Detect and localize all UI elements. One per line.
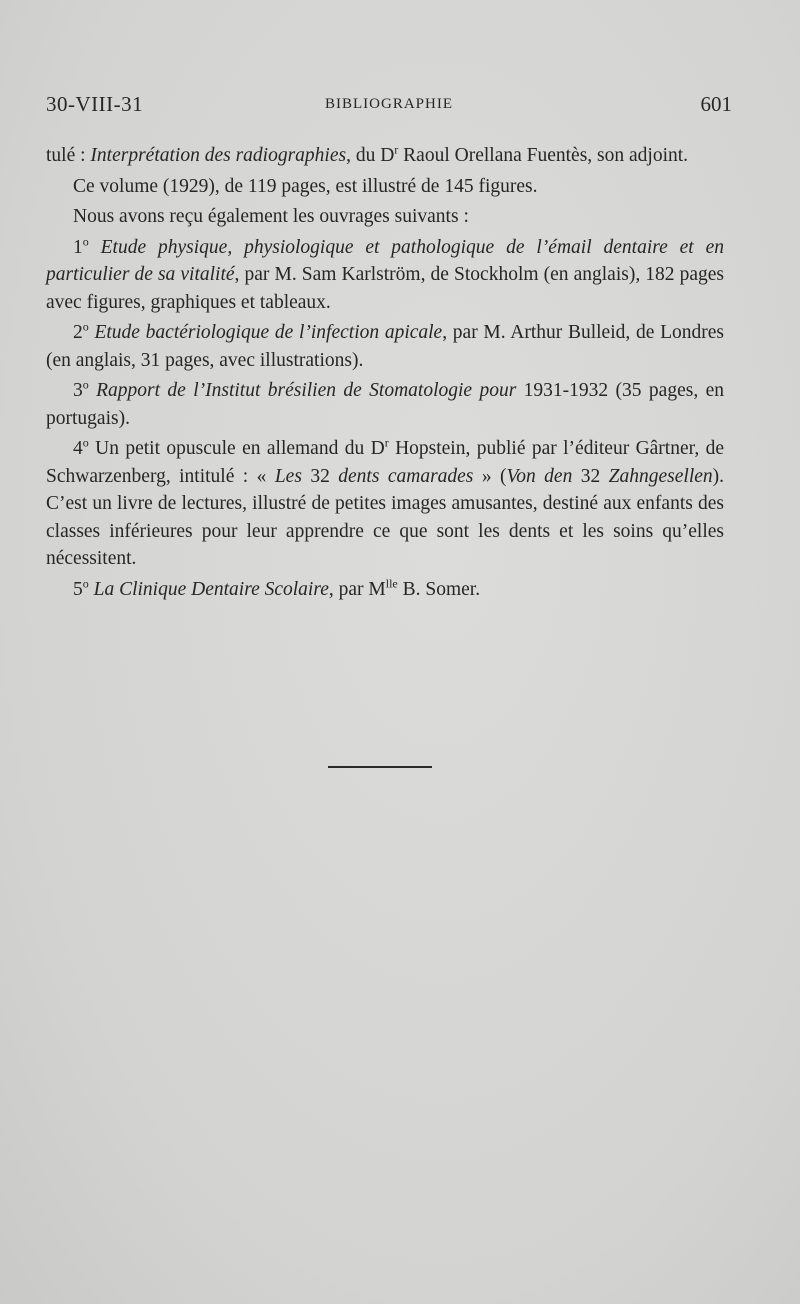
- list-item-2: [46, 319, 724, 374]
- book-title: Etude physique, physiologique et pathologique de l’émail dentaire et en particulier de sa vitalité: [46, 236, 724, 285]
- text-run: Ce volume (1929), de 119 pages, est illustré de 145 figures.: [73, 175, 538, 197]
- ordinal-mark: o: [82, 377, 89, 392]
- text-run: Hopstein, publié par l’éditeur Gârtner, de Schwarzenberg, intitulé : «: [46, 438, 724, 487]
- text-run: , du D: [346, 145, 395, 166]
- item-number: 3: [73, 380, 83, 401]
- superscript: r: [384, 435, 389, 450]
- book-title: Etude bactériologique de l’infection apicale: [88, 322, 443, 343]
- body-text: [46, 142, 724, 606]
- text-run: 32: [572, 465, 609, 487]
- text-run: , par M: [328, 578, 386, 600]
- book-title: La Clinique Dentaire Scolaire: [88, 578, 329, 600]
- paragraph-continuation: [46, 142, 724, 170]
- ordinal-mark: o: [82, 435, 89, 450]
- text-run: » (: [473, 465, 507, 487]
- text-run: tulé :: [46, 145, 91, 166]
- ordinal-mark: o: [82, 576, 89, 590]
- paragraph-received-works: [46, 203, 724, 231]
- text-run: Nous avons reçu également les ouvrages suivants :: [73, 206, 469, 227]
- list-item-5: [46, 576, 724, 604]
- text-run: , par M. Sam Karlström, de Stockholm (en anglais), 182 pages avec figures, graphiques et tableaux.: [46, 264, 724, 313]
- text-run: , par M. Arthur Bulleid, de Londres (en anglais, 31 pages, avec illustrations).: [46, 322, 724, 371]
- item-number: 4: [73, 438, 83, 459]
- header-date: 30-VIII-31: [46, 92, 144, 116]
- text-run: 1931-1932 (35 pages, en portugais).: [46, 380, 724, 429]
- text-run: Un petit opuscule en allemand du D: [88, 438, 385, 459]
- item-number: 5: [73, 578, 83, 600]
- text-run: B. Somer.: [397, 578, 481, 600]
- text-run: 32: [301, 465, 339, 487]
- book-title: Von den: [506, 465, 573, 487]
- book-title: Zahngesellen: [608, 465, 713, 487]
- text-run: Raoul Orellana Fuentès, son adjoint.: [398, 145, 689, 166]
- superscript: r: [394, 142, 399, 157]
- item-number: 1: [73, 236, 83, 258]
- superscript: lle: [385, 576, 398, 590]
- paragraph-volume-info: [46, 173, 724, 201]
- book-title: Les: [274, 465, 302, 487]
- section-end-rule: [328, 766, 432, 768]
- list-item-1: [46, 234, 724, 317]
- book-title: Rapport de l’Institut brésilien de Stomatologie pour: [88, 380, 517, 401]
- ordinal-mark: o: [82, 319, 89, 334]
- book-title: dents camarades: [338, 465, 474, 487]
- item-number: 2: [73, 322, 83, 343]
- list-item-3: [46, 377, 724, 432]
- list-item-4: [46, 435, 724, 573]
- book-title: Interprétation des radiographies: [90, 145, 347, 166]
- running-head: [46, 92, 732, 122]
- header-section-title: BIBLIOGRAPHIE: [325, 96, 453, 112]
- ordinal-mark: o: [82, 234, 89, 248]
- text-run: ). C’est un livre de lectures, illustré de petites images amusantes, destiné aux enfants des classes inférieures pour leur apprendre ce que sont les dents et les soins qu’elles nécessitent.: [46, 465, 725, 569]
- page-number: 601: [700, 92, 732, 116]
